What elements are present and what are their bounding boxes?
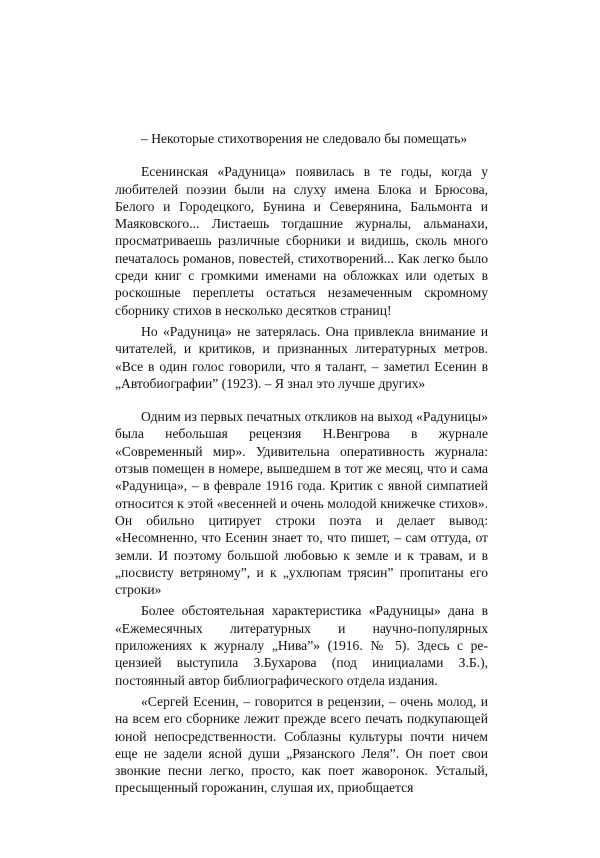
paragraph-quote-ending: – Некоторые стихотворения не следовало бы помещать»: [141, 131, 468, 146]
paragraph-bukharova-review: Более обстоятельная характеристика «Радуницы» дана в «Ежемесячных литературных и научно-популярных приложениях к журналу „Нива”» (1916. № 5). Здесь с рецензией выступила З.Бухарова (под инициалами З.Б.), постоянный автор библиографического отдела издания.: [115, 603, 488, 688]
paragraph-radunitsa-appearance: Есенинская «Радуница» появилась в те годы, когда у любителей поэзии были на слуху имена Блока и Брюсова, Белого и Городецкого, Бунина и Северянина, Бальмонта и Маяковского... Листаешь тогдашние журналы, альманахи, просматриваешь различные сборники и видишь, сколь много печаталось романов, повестей, стихотворений... Как легко было среди книг с громкими именами на обложках или одетых в роскошные переплеты остаться незамеченным скромному сборнику стихов в несколько десятков страниц!: [115, 164, 488, 318]
paragraph-not-lost: Но «Радуница» не затерялась. Она привлекла внимание и читателей, и критиков, и признанных литературных метров. «Все в один голос говорили, что я талант, – заметил Есенин в „Автобиографии” (1923). – Я знал это лучше других»: [115, 323, 488, 391]
paragraph-vengrov-review: Одним из первых печатных откликов на выход «Радуницы» была небольшая рецензия Н.Венгрова в журнале «Современный мир». Удивительна оперативность журнала: отзыв помещен в номере, вышедшем в тот же месяц, что и сама «Радуница», – в феврале 1916 года. Критик с явной симпатией относится к этой «весенней и очень молодой книжечке стихов». Он обильно цитирует строки поэта и делает вывод: «Несомненно, что Есенин знает то, что пишет, – сам оттуда, от земли. И поэтому большой любовью к земле и к травам, и в „посвисту ветряному”, и к „ухлюпам трясин” пропитаны его строки»: [115, 409, 488, 598]
paragraph-review-quote: «Сергей Есенин, – говорится в рецензии, – очень молод, и на всем его сборнике лежит прежде всего печать подкупающей юной непосредственности. Соблазны культуры почти ничем еще не задели ясной души „Рязанского Леля”. Он поет свои звонкие песни легко, просто, как поет жаворонок. Усталый, пресыщенный горожанин, слушая их, приобщается: [115, 693, 488, 796]
book-page-text: [115, 130, 488, 797]
